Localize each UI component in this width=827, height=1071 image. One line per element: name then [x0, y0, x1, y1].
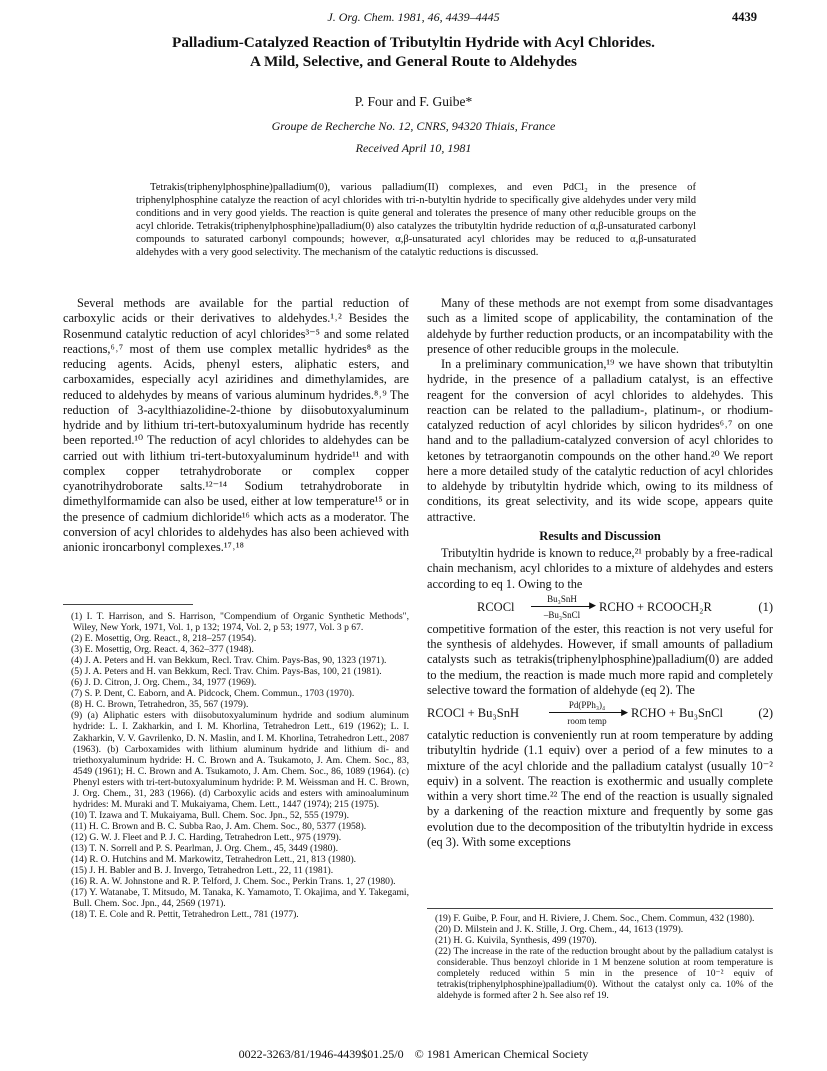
eq1-lhs: RCOCl: [477, 599, 515, 614]
article-code: 0022-3263/81/1946-4439$01.25/0: [238, 1047, 404, 1061]
section-heading: Results and Discussion: [539, 528, 661, 543]
references-right: [427, 908, 773, 1001]
reference: (21) H. G. Kuivila, Synthesis, 499 (1970).: [435, 935, 597, 947]
arrowhead-icon: ▶: [589, 600, 596, 611]
equation-2: [427, 698, 773, 728]
reference: (14) R. O. Hutchins and M. Markowitz, Tetrahedron Lett., 21, 813 (1980).: [71, 854, 357, 866]
footnote-rule-right: [427, 908, 773, 909]
reference: (9) (a) Aliphatic esters with diisobutoxyaluminum hydride and sodium aluminum hydride: L. I. Zakharkin, and I. M. Khorlina, Tetrahedron Lett., 619 (1962); L. I. Zakharkin, V. V. Gavrilenko, D. N. Maslin, and I. M. Khorlina, Tetrahedron Lett., 2087 (1963). (b) Carboxamides with lithium aluminum hydride and lithium di- and triethoxyaluminum hydride: H. C. Brown and A. Tsukamoto, J. Am. Chem. Soc., 83, 4549 (1961); H. C. Brown and A. Tsukamoto, J. Am. Chem. Soc., 86, 1089 (1964). (c) Phenyl esters with tri-tert-butoxyaluminum hydride: P. M. Weissman and H. C. Brown, J. Org. Chem., 31, 283 (1966). (d) Carboxylic acids and esters with aminoaluminum hydrides: M. Muraki and T. Mukaiyama, Chem. Lett., 1447 (1974); 215 (1975).: [71, 710, 409, 810]
page-number: 4439: [732, 10, 757, 24]
reference: (6) J. D. Citron, J. Org. Chem., 34, 1977 (1969).: [71, 677, 257, 689]
references-left: [63, 604, 409, 920]
reference: (5) J. A. Peters and H. van Bekkum, Recl. Trav. Chim. Pays-Bas, 100, 21 (1981).: [71, 666, 382, 678]
reference: (3) E. Mosettig, Org. React. 4, 362–377 (1948).: [71, 644, 254, 656]
paragraph-preliminary: In a preliminary communication,¹⁹ we have shown that tributyltin hydride, in the presence of a palladium catalyst, is an effective reagent for the conversion of acyl chlorides to aldehydes. This reaction can be related to the palladium-, platinum-, or rhodium-catalyzed reduction of acyl chlorides by silicon hydrides⁶˒⁷ on one hand and to the palladium-catalyzed conversion of acyl chlorides to ketones by tetraorganotin compounds on the other hand.²⁰ We report here a more detailed study of the catalytic reduction of acyl chlorides to aldehyde by tributyltin hydride which, owing to its mildness of conditions, its great selectivity, and its wide scope, appears quite attractive.: [427, 357, 773, 524]
title-line-1: Palladium-Catalyzed Reaction of Tributyltin Hydride with Acyl Chlorides.: [172, 34, 655, 51]
eq2-arrow: [549, 700, 628, 726]
reference: (16) R. A. W. Johnstone and R. P. Telford, J. Chem. Soc., Perkin Trans. 1, 27 (1980).: [71, 876, 396, 888]
reference: (10) T. Izawa and T. Mukaiyama, Bull. Chem. Soc. Jpn., 52, 555 (1979).: [71, 809, 349, 821]
paragraph-disadvantages: Many of these methods are not exempt from some disadvantages such as a limited scope of applicability, the contamination of the aldehyde by further reduction products, or an incompatability with the presence of other reducible groups in the molecule.: [427, 296, 773, 356]
affiliation: Groupe de Recherche No. 12, CNRS, 94320 Thiais, France: [271, 119, 556, 133]
reference: (22) The increase in the rate of the reduction brought about by the palladium catalyst is considerable. Thus benzoyl chloride in 1 M benzene solution at room temperature is completely reduced within 5 min in the presence of 10⁻² equiv of tetrakis(triphenylphosphine)palladium(0). Without the catalyst only ca. 10% of the aldehyde is formed after 2 h. See also ref 19.: [435, 946, 773, 1002]
reference: (15) J. H. Babler and B. J. Invergo, Tetrahedron Lett., 22, 11 (1981).: [71, 865, 334, 877]
reference: (1) I. T. Harrison, and S. Harrison, "Compendium of Organic Synthetic Methods", Wiley, New York, 1971, Vol. 1, p 132; 1974, Vol. 2, p 53; 1977, Vol. 3 p 67.: [71, 611, 409, 634]
eq1-number: (1): [758, 599, 773, 614]
reference: (19) F. Guibe, P. Four, and H. Riviere, J. Chem. Soc., Chem. Commun, 432 (1980).: [435, 913, 755, 924]
reference: (7) S. P. Dent, C. Eaborn, and A. Pidcock, Chem. Commun., 1703 (1970).: [71, 688, 355, 700]
paragraph-competitive: competitive formation of the ester, this reaction is not very useful for the synthesis of aldehydes. However, if small amounts of palladium catalysts such as tetrakis(triphenylphosphine)palladium(0) are added to the medium, the reaction is made much more rapid and completely selective toward the formation of aldehyde (eq 2). The: [427, 621, 773, 697]
title-line-2: A Mild, Selective, and General Route to Aldehydes: [250, 53, 577, 70]
reference: (8) H. C. Brown, Tetrahedron, 35, 567 (1979).: [71, 699, 249, 711]
reference: (13) T. N. Sorrell and P. S. Pearlman, J. Org. Chem., 45, 3449 (1980).: [71, 842, 339, 854]
arrowhead-icon: ▶: [621, 706, 628, 717]
reference: (17) Y. Watanabe, T. Mitsudo, M. Tanaka, K. Yamamoto, T. Okajima, and Y. Takegami, Bull. Chem. Soc. Jpn., 44, 2569 (1971).: [71, 887, 409, 910]
eq1-reagent: Bu₃SnH: [547, 593, 577, 604]
copyright: © 1981 American Chemical Society: [414, 1047, 589, 1061]
eq2-catalyst: Pd(PPh₃)₄: [568, 700, 606, 710]
footnote-rule-left: [63, 604, 193, 605]
abstract: Tetrakis(triphenylphosphine)palladium(0), various palladium(II) complexes, and even PdCl₂ in the presence of triphenylphosphine catalyze the reaction of acyl chlorides with tri-n-butyltin hydride to specifically give aldehydes under very mild conditions and in very good yields. The reaction is quite general and tolerates the presence of many other reducible groups on the acyl chloride. Tetrakis(triphenylphosphine)palladium(0) also catalyzes the tributyltin hydride reduction of α,β-unsaturated carbonyl compounds to saturated carbonyl compounds; however, α,β-unsaturated acyl chlorides may be reduced to α,β-unsaturated aldehydes with a very good selectivity. The mechanism of the catalytic reductions is discussed.: [136, 182, 696, 259]
eq2-conditions: room temp: [567, 716, 607, 726]
eq1-arrow: [531, 593, 596, 620]
paragraph-results: Tributyltin hydride is known to reduce,²¹ probably by a free-radical chain mechanism, acyl chlorides to a mixture of aldehydes and esters according to eq 1. Owing to the: [427, 546, 773, 591]
reference: (4) J. A. Peters and H. van Bekkum, Recl. Trav. Chim. Pays-Bas, 90, 1323 (1971).: [71, 655, 387, 667]
right-column: [427, 296, 773, 850]
arrow-line: [531, 606, 593, 607]
eq2-rhs: RCHO + Bu₃SnCl: [631, 706, 723, 720]
paragraph-catalytic: catalytic reduction is conveniently run at room temperature by adding tributyltin hydride (1.1 equiv) over a period of a few minutes to a mixture of the acyl chloride and the palladium catalyst (usually 10⁻² equiv) in a solvent. The reaction is exothermic and usually complete within a very short time.²² The end of the reaction is usually signaled by a darkening of the reaction mixture and frequently by some gas evolution due to the decomposition of the tributyltin hydride in excess (eq 3). With some exceptions: [427, 728, 773, 849]
eq1-byproduct: –Bu₃SnCl: [543, 609, 581, 620]
reference: (18) T. E. Cole and R. Pettit, Tetrahedron Lett., 781 (1977).: [71, 909, 299, 921]
eq2-number: (2): [758, 706, 773, 720]
page-footer: [0, 1047, 827, 1062]
reference: (11) H. C. Brown and B. C. Subba Rao, J. Am. Chem. Soc., 80, 5377 (1958).: [71, 820, 367, 832]
paper-title: [80, 33, 747, 71]
authors: P. Four and F. Guibe*: [354, 94, 473, 109]
intro-paragraph: Several methods are available for the partial reduction of carboxylic acids or their derivatives to aldehydes.¹˒² Besides the Rosenmund catalytic reduction of acyl chlorides³⁻⁵ and some related reactions,⁶˒⁷ most of them use complex metallic hydrides⁸ as the reducing agents. Acids, phenyl esters, aliphatic esters, and carboxamides, especially acyl aziridines and dimethylamides, are reduced to aldehydes by means of various aluminum hydrides.⁸˒⁹ The reduction of 3-acylthiazolidine-2-thione by diisobutoxyaluminum hydride and by lithium tri-tert-butoxyaluminum hydride has recently been reported.¹⁰ The reduction of acyl chlorides to aldehydes can be carried out with lithium tri-tert-butoxyaluminum hydride¹¹ and with complex copper tetrahydroborate or complex copper cyanotrihydroborate salts.¹²⁻¹⁴ Sodium tetrahydroborate in dimethylformamide can also be used, either at low temperature¹⁵ or in the presence of cadmium dichloride¹⁶ which acts as a moderator. The conversion of acyl chlorides to aldehydes has also been achieved with anionic ironcarbonyl complexes.¹⁷˒¹⁸: [63, 296, 409, 554]
left-column: [63, 296, 409, 555]
equation-1: [427, 592, 773, 622]
reference: (12) G. W. J. Fleet and P. J. C. Harding, Tetrahedron Lett., 975 (1979).: [71, 831, 342, 843]
eq2-lhs: RCOCl + Bu₃SnH: [427, 706, 519, 720]
journal-header: J. Org. Chem. 1981, 46, 4439–4445: [327, 10, 500, 24]
eq1-rhs: RCHO + RCOOCH₂R: [599, 599, 712, 614]
received-date: Received April 10, 1981: [355, 141, 472, 155]
reference: (20) D. Milstein and J. K. Stille, J. Org. Chem., 44, 1613 (1979).: [435, 924, 684, 936]
reference: (2) E. Mosettig, Org. React., 8, 218–257 (1954).: [71, 633, 257, 645]
arrow-line: [549, 712, 625, 713]
